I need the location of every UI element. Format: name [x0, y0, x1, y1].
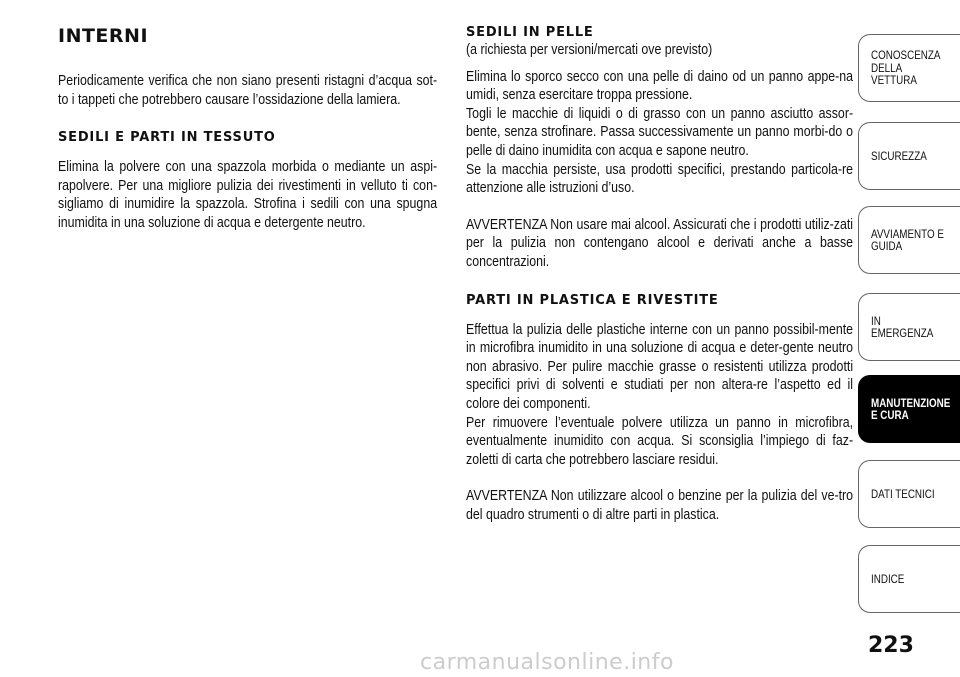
section-heading-leather: SEDILI IN PELLE: [466, 25, 594, 40]
section-heading-plastic: PARTI IN PLASTICA E RIVESTITE: [466, 292, 719, 308]
tab-label: CONOSCENZA DELLA VETTURA: [871, 48, 940, 88]
tab-label: AVVIAMENTO E GUIDA: [871, 226, 944, 253]
tab-label: IN EMERGENZA: [871, 313, 934, 340]
tab-in-emergenza[interactable]: [858, 293, 960, 361]
tab-label: SICUREZZA: [871, 148, 927, 163]
tab-avviamento-e-guida[interactable]: [858, 206, 960, 274]
tab-label: MANUTENZIONE E CURA: [871, 395, 951, 422]
leather-note: (a richiesta per versioni/mercati ove previsto): [466, 42, 713, 58]
plastic-paragraph-2: Per rimuovere l’eventuale polvere utilizza un panno in microfibra, eventualmente inumidito con acqua. Si sconsiglia l’impiego di faz-zoletti di carta che potrebbero lasciare residui.: [466, 414, 854, 468]
tab-manutenzione-e-cura[interactable]: [858, 375, 960, 443]
leather-paragraph-1: Elimina lo sporco secco con una pelle di daino od un panno appe-na umidi, senza esercitare troppa pressione.: [466, 68, 854, 104]
page-number: 223: [868, 633, 914, 658]
tab-sicurezza[interactable]: [858, 122, 960, 190]
tab-dati-tecnici[interactable]: [858, 460, 960, 528]
chapter-tabs: [858, 0, 960, 677]
plastic-paragraph-1: Effettua la pulizia delle plastiche interne con un panno possibil-mente in microfibra inumidito in una soluzione di acqua e deter-gente neutro non abrasivo. Per pulire macchie grasse o resistenti utilizza prodotti specifici privi di solventi e studiati per non altera-re l’aspetto ed il colore dei componenti.: [466, 321, 854, 412]
tab-indice[interactable]: [858, 545, 960, 613]
fabric-paragraph: Elimina la polvere con una spazzola morbida o mediante un aspi-rapolvere. Per una migliore pulizia dei rivestimenti in velluto ti con-sigliamo di inumidire la spazzola. Strofina i sedili con una spugna inumidita in una soluzione di acqua e detergente neutro.: [58, 159, 438, 231]
leather-paragraph-2: Togli le macchie di liquidi o di grasso con un panno asciutto assor-bente, senza strofinare. Passa successivamente un panno morbi-do o pelle di daino inumidita con acqua e sapone neutro.: [466, 105, 854, 159]
warning-alcohol: AVVERTENZA Non usare mai alcool. Assicurati che i prodotti utiliz-zati per la pulizia non contengano alcool e derivati anche a basse concentrazioni.: [466, 216, 854, 270]
intro-paragraph: Periodicamente verifica che non siano presenti ristagni d’acqua sot-to i tappeti che potrebbero causare l’ossidazione della lamiera.: [58, 73, 438, 108]
leather-paragraph-3: Se la macchia persiste, usa prodotti specifici, prestando particola-re attenzione alle istruzioni d’uso.: [466, 161, 854, 197]
left-column: [58, 24, 438, 233]
page-title: INTERNI: [58, 25, 149, 47]
tab-conoscenza-della-vettura[interactable]: [858, 34, 960, 102]
right-column: [466, 24, 854, 524]
tab-label: INDICE: [871, 571, 905, 586]
watermark-text: carmanualsonline.info: [420, 650, 674, 675]
section-heading-fabric: SEDILI E PARTI IN TESSUTO: [58, 130, 276, 146]
tab-label: DATI TECNICI: [871, 486, 935, 501]
warning-benzine: AVVERTENZA Non utilizzare alcool o benzine per la pulizia del ve-tro del quadro strumenti o di altre parti in plastica.: [466, 488, 854, 523]
